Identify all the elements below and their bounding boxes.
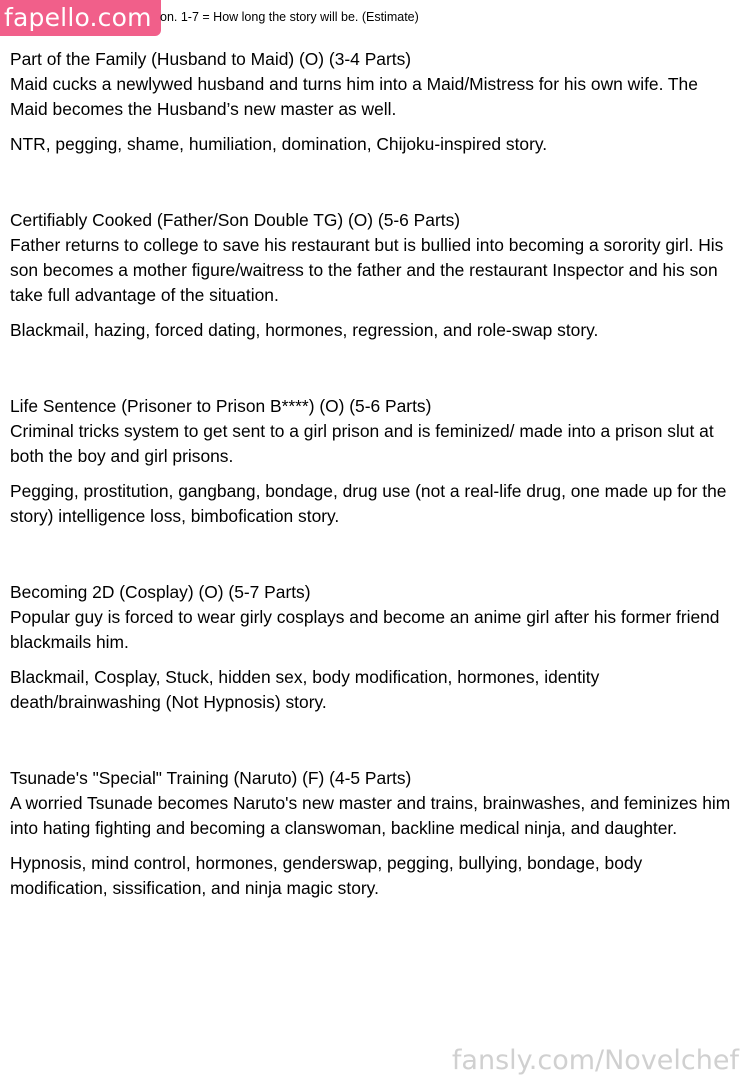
story-entry-3 <box>10 394 732 529</box>
story-tags: NTR, pegging, shame, humiliation, domination, Chijoku-inspired story. <box>10 134 548 154</box>
story-entry-4 <box>10 580 732 715</box>
story-tags: Blackmail, hazing, forced dating, hormones, regression, and role-swap story. <box>10 320 599 340</box>
story-entry-1 <box>10 47 732 157</box>
story-title: Part of the Family (Husband to Maid) (O) (3-4 Parts) <box>10 49 412 69</box>
story-tags: Pegging, prostitution, gangbang, bondage, drug use (not a real-life drug, one made up for the story) intelligence loss, bimbofication story. <box>10 481 727 526</box>
story-entry-5 <box>10 766 732 901</box>
story-description: Popular guy is forced to wear girly cosplays and become an anime girl after his former friend blackmails him. <box>10 607 720 652</box>
story-title: Certifiably Cooked (Father/Son Double TG) (O) (5-6 Parts) <box>10 210 461 230</box>
story-title: Becoming 2D (Cosplay) (O) (5-7 Parts) <box>10 582 311 602</box>
story-description: Maid cucks a newlywed husband and turns him into a Maid/Mistress for his own wife. The Maid becomes the Husband’s new master as well. <box>10 74 698 119</box>
story-description: Father returns to college to save his restaurant but is bullied into becoming a sorority girl. His son becomes a mother figure/waitress to the father and the restaurant Inspector and his son take full advantage of the situation. <box>10 235 724 305</box>
watermark: fansly.com/Novelchef <box>451 1045 739 1076</box>
header-note: on. 1-7 = How long the story will be. (Estimate) <box>160 10 419 24</box>
story-entry-2 <box>10 208 732 343</box>
site-badge: fapello.com <box>0 0 161 36</box>
story-description: Criminal tricks system to get sent to a girl prison and is feminized/ made into a prison slut at both the boy and girl prisons. <box>10 421 714 466</box>
story-title: Life Sentence (Prisoner to Prison B****) (O) (5-6 Parts) <box>10 396 432 416</box>
story-title: Tsunade's "Special" Training (Naruto) (F) (4-5 Parts) <box>10 768 412 788</box>
story-tags: Hypnosis, mind control, hormones, genderswap, pegging, bullying, bondage, body modification, sissification, and ninja magic story. <box>10 853 643 898</box>
story-description: A worried Tsunade becomes Naruto's new master and trains, brainwashes, and feminizes him into hating fighting and becoming a clanswoman, backline medical ninja, and daughter. <box>10 793 731 838</box>
story-tags: Blackmail, Cosplay, Stuck, hidden sex, body modification, hormones, identity death/brainwashing (Not Hypnosis) story. <box>10 667 600 712</box>
